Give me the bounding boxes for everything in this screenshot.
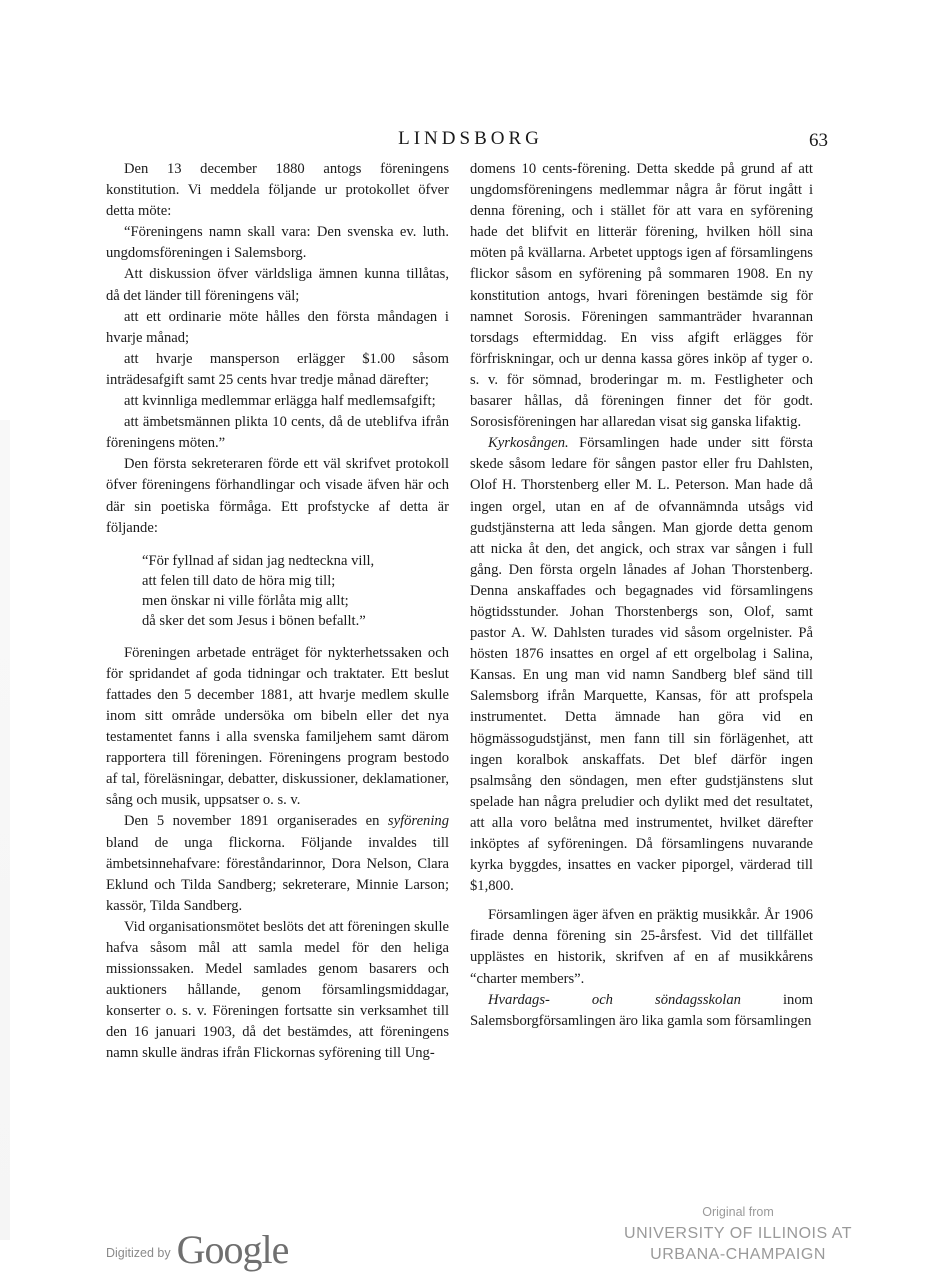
paragraph: Föreningen arbetade enträget för nykterhetssaken och för spridandet af goda tidningar och traktater. Ett beslut fattades den 5 december 1881, att hvarje medlem skulle inom sitt område undersöka om bibeln eller det nya testamentet fanns i alla svenska familjehem samt därom rapportera till föreningen. Föreningens program bestodo af tal, föreläsningar, debatter, diskussioner, deklamationer, sång och musik, uppsatser o. s. v. (106, 644, 449, 809)
paragraph (106, 811, 449, 916)
right-column (470, 159, 813, 1032)
paragraph (470, 433, 813, 897)
paragraph-text: inom Salemsborgförsamlingen äro lika gamla som församlingen (470, 991, 813, 1029)
verse-line: att felen till dato de höra mig till; (142, 572, 336, 589)
page-title: LINDSBORG (398, 128, 543, 149)
paragraph: att hvarje mansperson erlägger $1.00 såsom inträdesafgift samt 25 cents hvar tredje månad därefter; (106, 350, 449, 388)
digitized-label: Digitized by (106, 1246, 171, 1260)
paragraph: att kvinnliga medlemmar erlägga half medlemsafgift; (124, 393, 436, 410)
paragraph: Församlingen äger äfven en präktig musikkår. År 1906 firade denna förening sin 25-årsfest. Vid det tillfället upplästes en historik, skrifven af en af musikkårens “charter members”. (470, 907, 813, 987)
origin-institution-line: UNIVERSITY OF ILLINOIS AT (624, 1225, 852, 1242)
paragraph: Den 13 december 1880 antogs föreningens konstitution. Vi meddela följande ur protokollet öfver detta möte: (106, 161, 449, 220)
origin-label: Original from (702, 1205, 774, 1219)
paragraph-text: bland de unga flickorna. Följande invaldes till ämbetsinnehafvare: föreståndarinnor, Dora Nelson, Clara Eklund och Tilda Sandberg; sekreterare, Minnie Larson; kassör, Tilda Sandberg. (106, 834, 449, 914)
running-head (0, 128, 941, 152)
paragraph: Att diskussion öfver världsliga ämnen kunna tillåtas, då det länder till föreningens väl; (106, 266, 449, 304)
paragraph: “Föreningens namn skall vara: Den svenska ev. luth. ungdomsföreningen i Salemsborg. (106, 224, 449, 262)
paragraph: att ämbetsmännen plikta 10 cents, då de uteblifva ifrån föreningens möten.” (106, 414, 449, 452)
paragraph (470, 990, 813, 1032)
paragraph: att ett ordinarie möte hålles den första måndagen i hvarje månad; (106, 308, 449, 346)
page-number: 63 (809, 130, 828, 151)
paragraph-text: Den 5 november 1891 organiserades en (124, 813, 388, 830)
digitized-by-block (106, 1222, 288, 1272)
verse-line: men önskar ni ville förlåta mig allt; (142, 592, 349, 609)
origin-institution-line: URBANA-CHAMPAIGN (650, 1246, 826, 1263)
original-from-block (624, 1205, 852, 1265)
section-heading: Kyrkosången. (488, 435, 569, 452)
google-logo: Google (176, 1227, 289, 1272)
italic-term: syförening (387, 813, 449, 830)
verse-block (106, 551, 449, 631)
left-column (106, 159, 449, 1065)
paragraph: Vid organisationsmötet beslöts det att föreningen skulle hafva såsom mål att samla medel för den heliga missionssaken. Medel samlades genom basarers och auktioners hållande, genom församlingsmiddagar, konserter o. s. v. Föreningen fortsatte sin verksamhet till den 16 januari 1903, då det bestämdes, att föreningens namn skulle ändras ifrån Flickornas syförening till Ung- (106, 918, 449, 1062)
verse-line: “För fyllnad af sidan jag nedteckna vill, (142, 552, 375, 569)
paragraph-text: Församlingen hade under sitt första skede såsom ledare för sången pastor eller fru Dahlsten, Olof H. Thorstenberg eller M. L. Peterson. Man hade då ingen orgel, utan en af de ofvannämnda utsågs vid gudstjänsterna att leda sången. Man gjorde detta genom att nicka åt den, det angick, och strax var sången i full gång. Den första orgeln lånades af Johan Thorstenberg. Denna anskaffades och begagnades vid församlingens högtidsstunder. Johan Thorstenbergs son, Olof, samt pastor A. W. Dahlsten turades vid såsom orgelnister. På hösten 1876 insattes en orgel af ett orgelbolag i Salina, Kansas. En ung man vid namn Sandberg blef sänd till Salemsborg ifrån Marquette, Kansas, för att profspela instrumentet. Detta ämnade han göra vid en högmässogudstjänst, men fann till sin förlägenhet, att ingen koralbok anskaffats. Det blef därför ingen psalmsång den söndagen, men efter gudstjänstens slut spelade han några preludier och dylikt med det resultatet, att alla voro belåtna med instrumentet, hvilket därefter inköptes af syföreningen. Då församlingens nuvarande kyrka byggdes, insattes en vacker piporgel, värderad till $1,800. (470, 435, 813, 895)
section-heading: Hvardags- och söndagsskolan (488, 991, 741, 1008)
paragraph: Den första sekreteraren förde ett väl skrifvet protokoll öfver föreningens förhandlingar och visade äfven här och där sin poetiska förmåga. Ett profstycke af detta är följande: (106, 456, 449, 536)
side-watermark-strip (0, 420, 10, 1240)
verse-line: då sker det som Jesus i bönen befallt.” (142, 612, 366, 629)
paragraph: domens 10 cents-förening. Detta skedde på grund af att ungdomsföreningens medlemmar några år förut ingått i denna förening, och i stället för att vara en syförening hade det blifvit en litterär förening, hvilken höll sina möten på kvällarna. Arbetet upptogs igen af församlingens flickor såsom en syförening på sommaren 1908. En ny konstitution antogs, hvari föreningen bestämde sig för namnet Sorosis. Föreningen sammanträder hvarannan torsdags eftermiddag. En viss afgift erlägges för förfriskningar, och ur denna kassa göres inköp af tyger o. s. v. för sömnad, broderingar m. m. Festligheter och basarer hållas, då föreningen finner det för godt. Sorosisföreningen har allaredan visat sig ganska lifaktig. (470, 161, 813, 431)
